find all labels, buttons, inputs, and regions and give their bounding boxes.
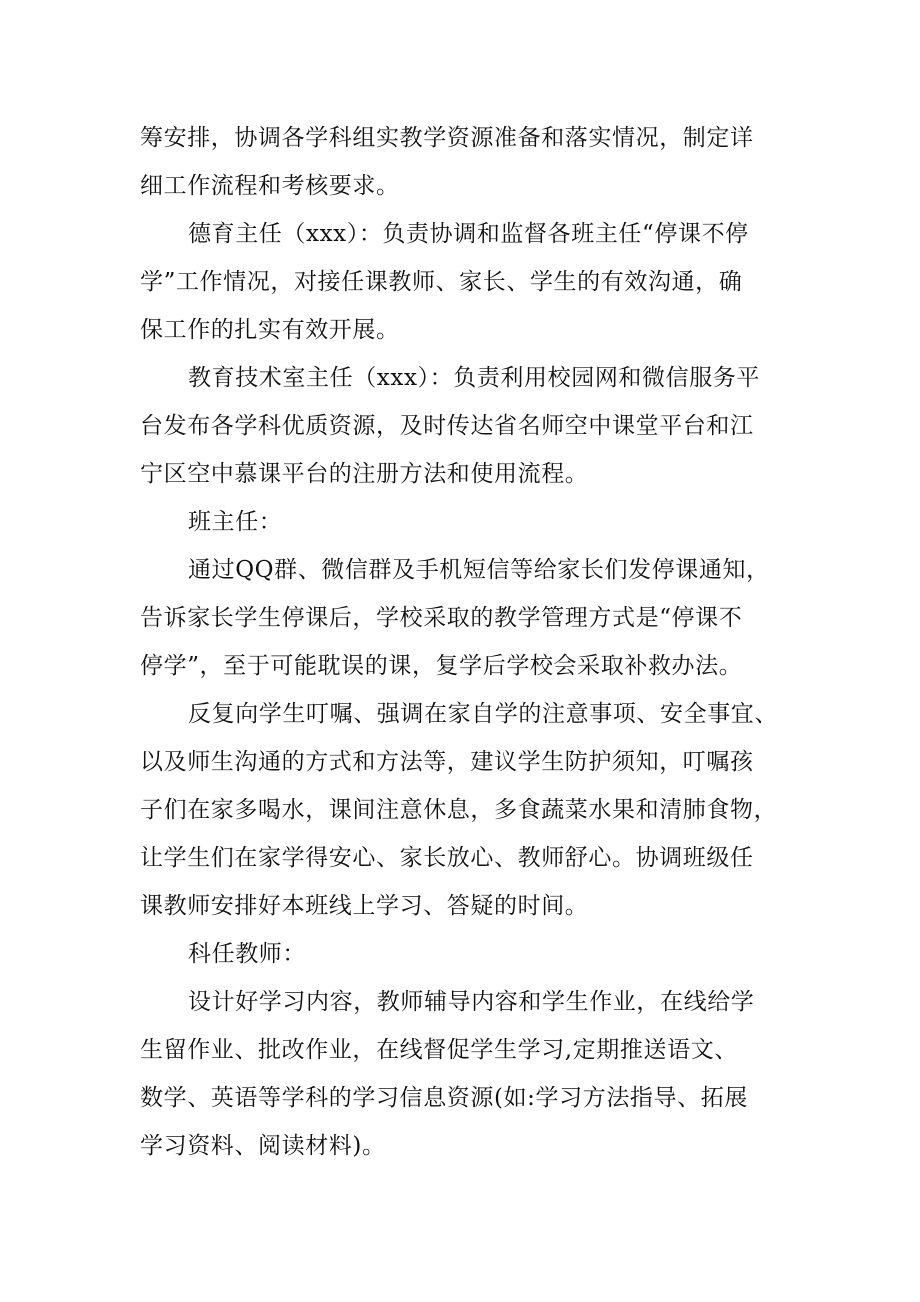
text-line: 学”工作情况，对接任课教师、家长、学生的有效沟通，确 — [140, 269, 743, 295]
text-line: 反复向学生叮嘱、强调在家自学的注意事项、安全事宜、 — [188, 701, 778, 727]
paragraph-work-arrangement — [140, 114, 785, 210]
paragraph-moral-director — [140, 210, 785, 354]
text-line: 筹安排，协调各学科组实教学资源准备和落实情况，制定详 — [140, 125, 754, 151]
text-line: 让学生们在家学得安心、家长放心、教师舒心。协调班级任 — [140, 845, 754, 871]
text-line: 通过QQ群、微信群及手机短信等给家长们发停课通知， — [188, 557, 770, 583]
document-body — [140, 114, 785, 1170]
paragraph-subject-teacher-duties — [140, 978, 785, 1170]
text-line: 设计好学习内容，教师辅导内容和学生作业，在线给学 — [188, 989, 755, 1015]
text-line: 科任教师： — [188, 941, 306, 967]
text-line: 保工作的扎实有效开展。 — [140, 317, 400, 343]
text-line: 德育主任（xxx）：负责协调和监督各班主任“停课不停 — [188, 221, 749, 247]
heading-subject-teacher — [140, 930, 785, 978]
text-line: 班主任： — [188, 509, 283, 535]
text-line: 子们在家多喝水，课间注意休息，多食蔬菜水果和清肺食物， — [140, 797, 778, 823]
paragraph-tech-director — [140, 354, 785, 498]
text-line: 台发布各学科优质资源，及时传达省名师空中课堂平台和江 — [140, 413, 754, 439]
text-line: 课教师安排好本班线上学习、答疑的时间。 — [140, 893, 589, 919]
text-line: 数学、英语等学科的学习信息资源(如:学习方法指导、拓展 — [140, 1085, 748, 1111]
text-line: 宁区空中慕课平台的注册方法和使用流程。 — [140, 461, 589, 487]
paragraph-notify-parents — [140, 546, 785, 690]
text-line: 停学”，至于可能耽误的课，复学后学校会采取补救办法。 — [140, 653, 743, 679]
text-line: 教育技术室主任（xxx）：负责利用校园网和微信服务平 — [188, 365, 761, 391]
heading-class-teacher — [140, 498, 785, 546]
text-line: 生留作业、批改作业，在线督促学生学习,定期推送语文、 — [140, 1037, 738, 1063]
text-line: 细工作流程和考核要求。 — [140, 173, 400, 199]
text-line: 学习资料、阅读材料)。 — [140, 1133, 386, 1159]
text-line: 告诉家长学生停课后，学校采取的教学管理方式是“停课不 — [140, 605, 743, 631]
text-line: 以及师生沟通的方式和方法等，建议学生防护须知，叮嘱孩 — [140, 749, 754, 775]
paragraph-remind-students — [140, 690, 785, 930]
